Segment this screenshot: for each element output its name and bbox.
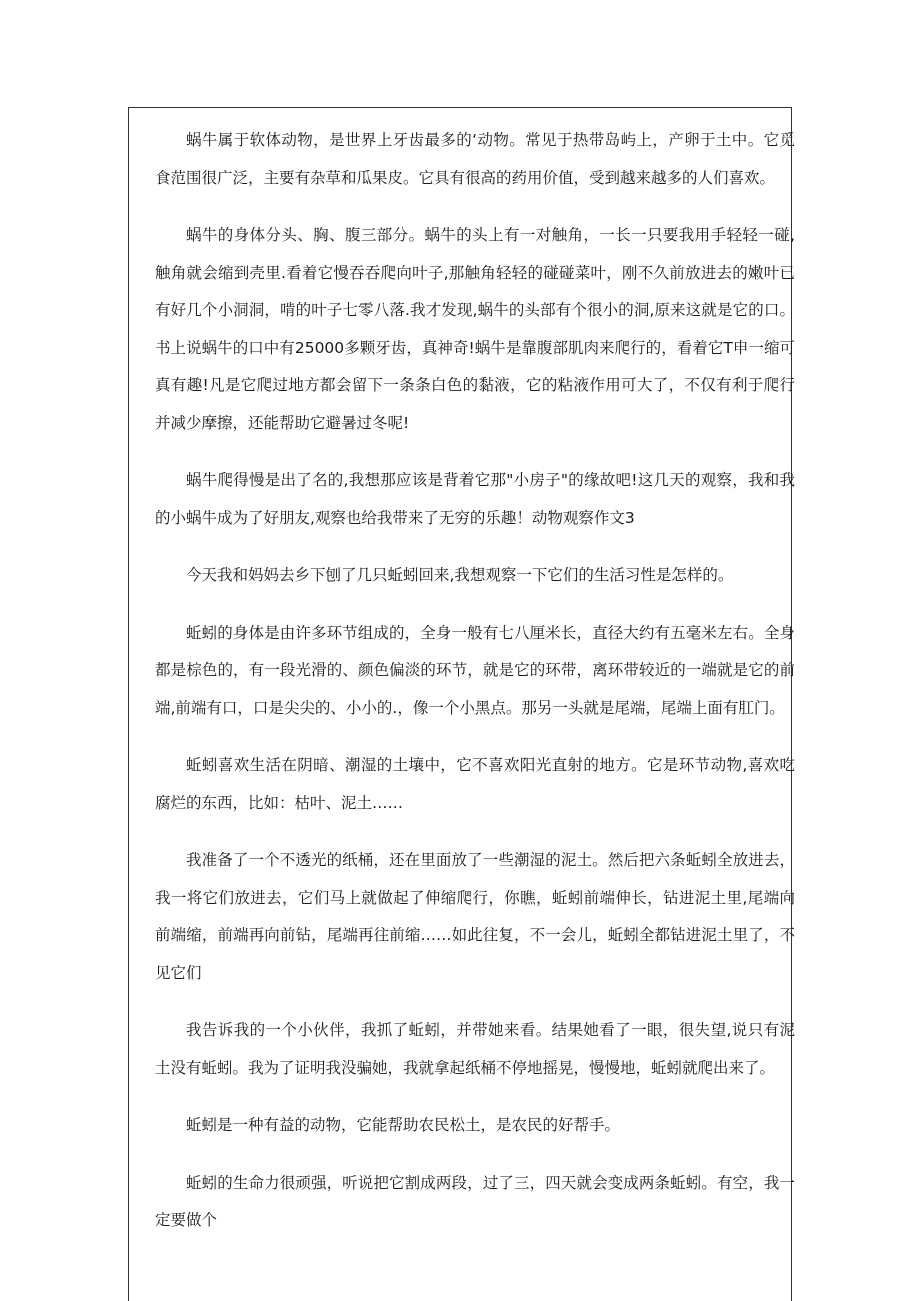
paragraph-7: 我准备了一个不透光的纸桶，还在里面放了一些潮湿的泥土。然后把六条蚯蚓全放进去，我一将它们放进去，它们马上就做起了伸缩爬行，你瞧，蚯蚓前端伸长，钻进泥土里,尾端向前端缩，前端再向前钻，尾端再往前缩……如此往复，不一会儿，蚯蚓全都钻进泥土里了，不见它们	[155, 851, 795, 982]
paragraph-1: 蜗牛属于软体动物，是世界上牙齿最多的‘动物。常见于热带岛屿上，产卵于土中。它觅食范围很广泛，主要有杂草和瓜果皮。它具有很高的药用价值，受到越来越多的人们喜欢。	[155, 131, 795, 187]
document-body	[155, 122, 795, 1260]
paragraph-9: 蚯蚓是一种有益的动物，它能帮助农民松土，是农民的好帮手。	[186, 1116, 621, 1134]
paragraph-6: 蚯蚓喜欢生活在阴暗、潮湿的土壤中，它不喜欢阳光直射的地方。它是环节动物,喜欢吃腐烂的东西，比如：枯叶、泥土……	[155, 756, 795, 812]
paragraph-8: 我告诉我的一个小伙伴，我抓了蚯蚓，并带她来看。结果她看了一眼，很失望,说只有泥土没有蚯蚓。我为了证明我没骗她，我就拿起纸桶不停地摇晃，慢慢地，蚯蚓就爬出来了。	[155, 1021, 795, 1077]
paragraph-10: 蚯蚓的生命力很顽强，听说把它割成两段，过了三，四天就会变成两条蚯蚓。有空，我一定要做个	[155, 1173, 795, 1229]
paragraph-5: 蚯蚓的身体是由许多环节组成的，全身一般有七八厘米长，直径大约有五毫米左右。全身都是棕色的，有一段光滑的、颜色偏淡的环节，就是它的环带，离环带较近的一端就是它的前端,前端有口，口是尖尖的、小小的.，像一个小黑点。那另一头就是尾端，尾端上面有肛门。	[155, 623, 795, 717]
paragraph-3: 蜗牛爬得慢是出了名的,我想那应该是背着它那"小房子"的缘故吧!这几天的观察，我和我的小蜗牛成为了好朋友,观察也给我带来了无穷的乐趣！动物观察作文3	[155, 471, 795, 527]
paragraph-2: 蜗牛的身体分头、胸、腹三部分。蜗牛的头上有一对触角，一长一只要我用手轻轻一碰,触角就会缩到壳里.看着它慢吞吞爬向叶子,那触角轻轻的碰碰菜叶，刚不久前放进去的嫩叶已有好几个小洞洞，啃的叶子七零八落.我才发现,蜗牛的头部有个很小的洞,原来这就是它的口。书上说蜗牛的口中有25000多颗牙齿，真神奇!蜗牛是靠腹部肌肉来爬行的，看着它T申一缩可真有趣!凡是它爬过地方都会留下一条条白色的黏液，它的粘液作用可大了，不仅有利于爬行并减少摩擦，还能帮助它避暑过冬呢!	[155, 226, 795, 432]
paragraph-4: 今天我和妈妈去乡下刨了几只蚯蚓回来,我想观察一下它们的生活习性是怎样的。	[186, 566, 734, 584]
